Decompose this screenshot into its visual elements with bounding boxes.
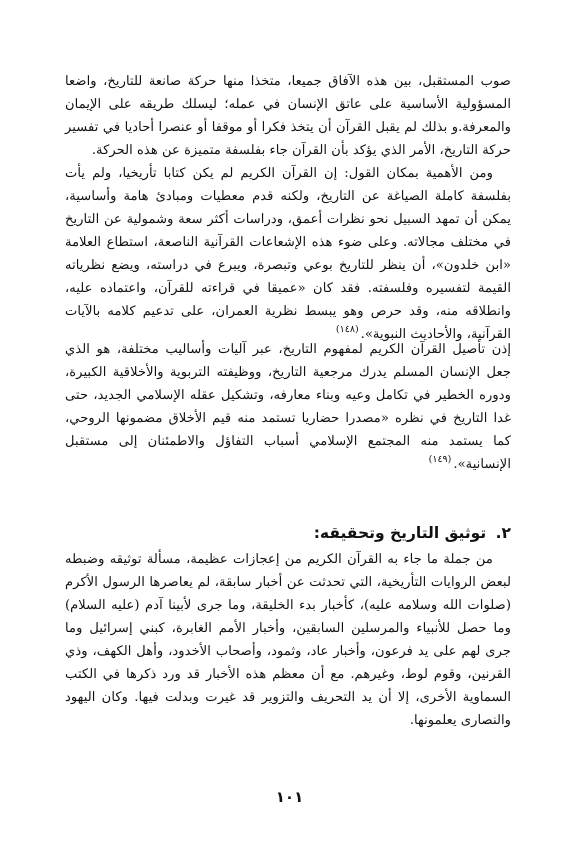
paragraph-3-body (65, 338, 511, 477)
paragraph-3 (65, 338, 511, 477)
paragraph-3-text: إذن تأصيل القرآن الكريم لمفهوم التاريخ، عبر آليات وأساليب مختلفة، هو الذي جعل الإنسان المسلم يدرك مرجعية التاريخ، ووظيفته التربوية والأخلاقية الكبيرة، ودوره الخطير في تكامل وعيه وبناء معارفه، وتشكيل عقله الإسلامي الجديد، حتى غدا التاريخ في نظره «مصدرا حضاريا تستمد منه قيم الأخلاق مضمونها الروحي، كما يستمد منه المجتمع الإسلامي أسباب التفاؤل والاطمئنان إلى مستقبل الإنسانية». (65, 342, 511, 472)
section-number: ٢. (495, 524, 511, 542)
section-title: توثيق التاريخ وتحقيقه: (313, 524, 487, 542)
paragraph-2-text: ومن الأهمية بمكان القول: إن القرآن الكريم لم يكن كتابا تأريخيا، ولم يأت بفلسفة كاملة الصياغة عن التاريخ، ولكنه قدم معطيات ومبادئ هامة وأساسية، يمكن أن تمهد السبيل نحو نظرات أعمق، ودراسات أكثر سعة وشمولية عن التاريخ في مختلف مجالاته. وعلى ضوء هذه الإشعاعات القرآنية الناصعة، استطاع العلامة «ابن خلدون»، أن ينظر للتاريخ بوعي وتبصرة، ويبرع في دراسته، ويضع نظرياته القيمة لتفسيره وفلسفته. فقد كان «عميقا في قراءته للقرآن، واعتماده عليه، وانطلاقه منه، وقد حرص وهو يبسط نظرية العمران، على تدعيم كلامه بالآيات القرآنية، والأحاديث النبوية». (65, 166, 511, 342)
paragraph-4-text: من جملة ما جاء به القرآن الكريم من إعجازات عظيمة، مسألة توثيقه وضبطه لبعض الروايات التأريخية، التي تحدثت عن أخبار سابقة، لم يعاصرها الرسول الأكرم (صلوات الله وسلامه عليه)، كأخبار بدء الخليقة، وما جرى لأبينا آدم (عليه السلام) وما حصل للأنبياء والمرسلين السابقين، وأخبار الأمم الغابرة، كبني إسرائيل وما جرى لهم على يد فرعون، وأخبار عاد، وثمود، وأصحاب الأخدود، وأهل الكهف، وذي القرنين، وقوم لوط، وغيرهم. مع أن معظم هذه الأخبار قد ورد ذكرها في الكتب السماوية الأخرى، إلا أن يد التحريف والتزوير قد غيرت وبدلت فيها. وكان اليهود والنصارى يعلمونها. (65, 552, 511, 728)
paragraph-1 (65, 70, 511, 162)
page-number: ١٠١ (275, 788, 304, 806)
section-heading (65, 522, 511, 544)
paragraph-2-body (65, 162, 511, 347)
footnote-marker-149: (١٤٩) (428, 454, 452, 465)
paragraph-2 (65, 162, 511, 347)
paragraph-1-text: صوب المستقبل، بين هذه الآفاق جميعا، متخذا منها حركة صانعة للتاريخ، واضعا المسؤولية الأساسية على عاتق الإنسان في عمله؛ ليسلك طريقه على الإيمان والمعرفة.و بذلك لم يقبل القرآن أن يتخذ فكرا أو موقفا أو عنصرا أحاديا في تفسير حركة التاريخ، الأمر الذي يؤكد بأن القرآن جاء بفلسفة متميزة عن هذه الحركة. (65, 74, 511, 158)
footnote-marker-148: (١٤٨) (335, 324, 359, 335)
paragraph-4 (65, 548, 511, 732)
